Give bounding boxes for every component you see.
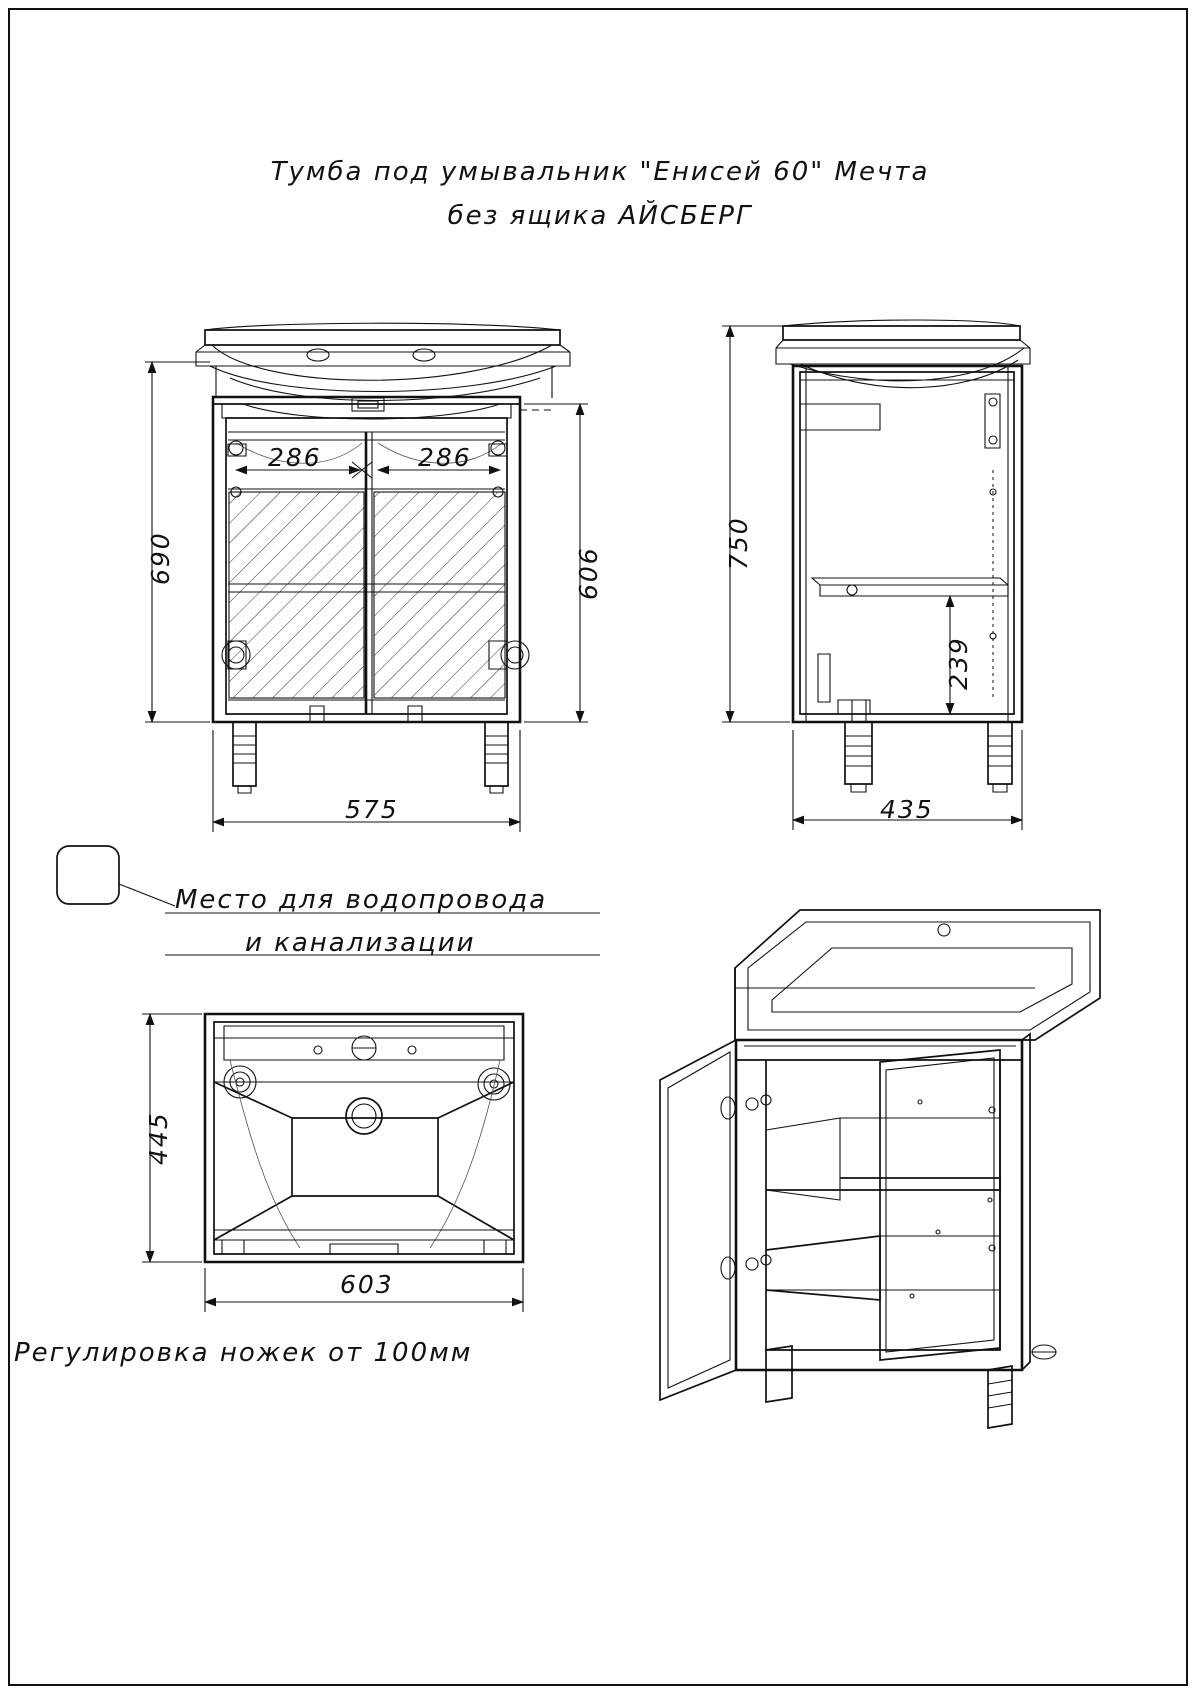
- dim-side-depth: 435: [880, 795, 934, 824]
- dim-top-depth: 445: [144, 1111, 173, 1165]
- dim-front-door-height: 606: [574, 546, 603, 600]
- dim-top-width: 603: [340, 1270, 394, 1299]
- title-line-1: Тумба под умывальник "Енисей 60" Мечта: [270, 157, 930, 187]
- dim-door-right-width: 286: [418, 443, 472, 472]
- legend-text-line-1: Место для водопровода: [175, 885, 548, 915]
- front-view-group: [145, 323, 588, 832]
- side-view-group: [722, 320, 1030, 830]
- title-line-2: без ящика АЙСБЕРГ: [447, 201, 753, 231]
- top-view-group: [142, 1014, 523, 1312]
- perspective-view-group: [660, 910, 1100, 1428]
- dim-side-height: 750: [724, 516, 753, 570]
- dim-front-height: 690: [146, 531, 175, 585]
- dim-side-shelf-height: 239: [944, 636, 973, 690]
- dim-front-width: 575: [345, 795, 399, 824]
- dim-door-left-width: 286: [268, 443, 322, 472]
- footer-note: Регулировка ножек от 100мм: [14, 1338, 473, 1368]
- legend-text-line-2: и канализации: [245, 928, 476, 958]
